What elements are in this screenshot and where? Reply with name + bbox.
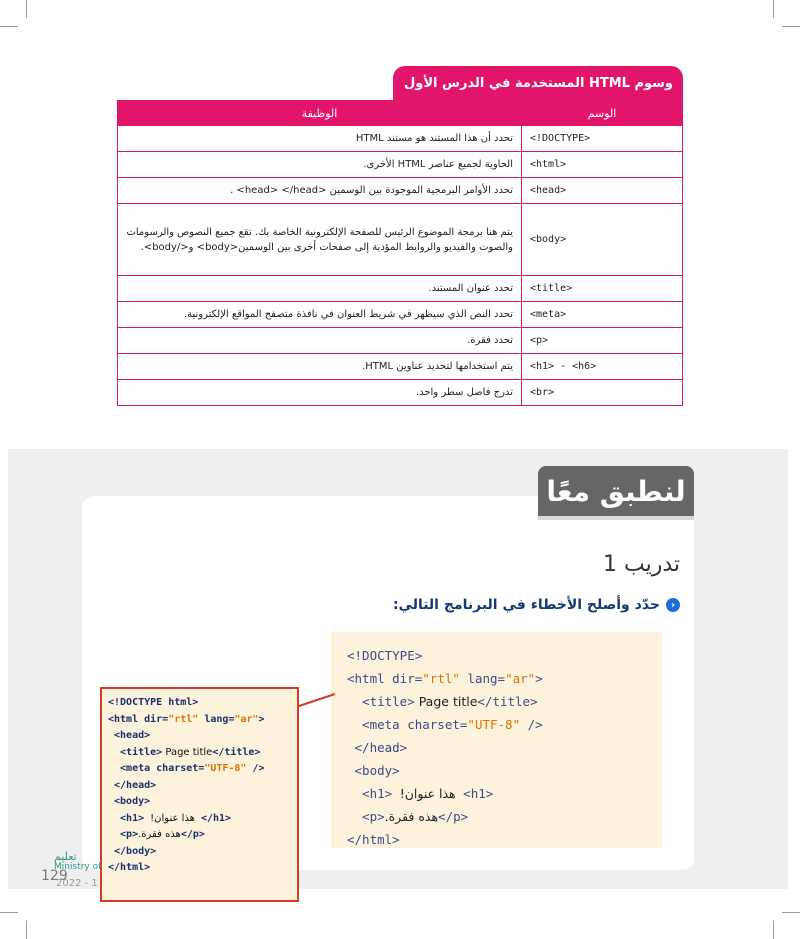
page-number: 129 xyxy=(41,868,68,884)
crop-mark xyxy=(782,912,800,913)
function-cell: يتم استخدامها لتحديد عناوين HTML. xyxy=(118,354,522,380)
code-line: <h1> !هذا عنوان <h1> xyxy=(347,786,494,801)
crop-mark xyxy=(782,26,800,27)
header-function: الوظيفة xyxy=(118,101,522,126)
html-tags-table xyxy=(117,100,683,406)
crop-mark xyxy=(26,921,27,939)
crop-mark xyxy=(0,912,18,913)
function-cell: تحدد فقرة. xyxy=(118,328,522,354)
table-row xyxy=(118,354,683,380)
table-row xyxy=(118,380,683,406)
tag-cell: <html> xyxy=(522,152,683,178)
code-line: <head> xyxy=(108,730,151,741)
chevron-circle-icon: ‹ xyxy=(666,598,680,612)
crop-mark xyxy=(26,0,27,18)
code-line: </body> xyxy=(108,845,157,857)
practice-heading: لنطبق معًا xyxy=(538,466,694,516)
table-row xyxy=(118,302,683,328)
instruction-text: حدّد وأصلح الأخطاء في البرنامج التالي: xyxy=(392,597,660,613)
code-line: <html dir="rtl" lang="ar"> xyxy=(108,713,265,725)
function-cell: تحدد النص الذي سيظهر في شريط العنوان في نافذة متصفح المواقع الإلكترونية. xyxy=(118,302,522,328)
tag-cell: <head> xyxy=(522,178,683,204)
function-cell: يتم هنا برمجة الموضوع الرئيس للصفحة الإلكترونية الخاصة بك. تقع جميع النصوص والرسومات والصوت والفيديو والروابط المؤدية إلى صفحات أخرى بين الوسمين<body> و</body>. xyxy=(118,204,522,276)
table-row xyxy=(118,152,683,178)
tag-cell: <body> xyxy=(522,204,683,276)
tag-cell: <br> xyxy=(522,380,683,406)
tag-cell: <!DOCTYPE> xyxy=(522,126,683,152)
year-label: 2022 - 1 xyxy=(56,878,98,889)
code-line: <body> xyxy=(347,763,400,778)
table-row xyxy=(118,204,683,276)
table-header-row xyxy=(118,101,683,126)
code-block-original xyxy=(331,632,662,848)
code-line: <meta charset="UTF-8" /> xyxy=(108,763,265,774)
header-tag: الوسم xyxy=(522,101,683,126)
code-line: <body> xyxy=(108,796,151,807)
code-line: <meta charset="UTF-8" /> xyxy=(347,717,543,732)
ministry-arabic: تعليم xyxy=(54,850,77,863)
function-cell: الحاوية لجميع عناصر HTML الأخرى. xyxy=(118,152,522,178)
code-line: </html> xyxy=(108,862,151,873)
table-title: وسوم HTML المستخدمة في الدرس الأول xyxy=(404,76,673,91)
code-line: </html> xyxy=(347,832,400,847)
tag-cell: <p> xyxy=(522,328,683,354)
crop-mark xyxy=(773,921,774,939)
code-line: <p>.هذه فقرة</p> xyxy=(347,809,469,824)
table-row xyxy=(118,276,683,302)
code-line: <!DOCTYPE html> xyxy=(108,697,199,708)
code-line: <title> Page title</title> xyxy=(108,746,261,758)
tag-cell: <h1> - <h6> xyxy=(522,354,683,380)
function-cell: تحدد عنوان المستند. xyxy=(118,276,522,302)
instruction xyxy=(393,597,680,613)
crop-mark xyxy=(773,0,774,18)
table-row xyxy=(118,126,683,152)
table-row xyxy=(118,328,683,354)
table-row xyxy=(118,178,683,204)
code-line: <p>.هذه فقرة</p> xyxy=(108,829,205,840)
code-block-fixed xyxy=(100,687,299,902)
tag-cell: <meta> xyxy=(522,302,683,328)
function-cell: تحدد الأوامر البرمجية الموجودة بين الوسمين <head> </head> . xyxy=(118,178,522,204)
code-line: </head> xyxy=(347,740,408,755)
function-cell: تدرج فاصل سطر واحد. xyxy=(118,380,522,406)
exercise-title: تدريب 1 xyxy=(602,552,680,577)
code-line: <h1> !هذا عنوان </h1> xyxy=(108,812,232,824)
code-line: </head> xyxy=(108,779,157,791)
crop-mark xyxy=(0,26,18,27)
tag-cell: <title> xyxy=(522,276,683,302)
code-line: <title> Page title</title> xyxy=(347,694,538,709)
code-line: <!DOCTYPE> xyxy=(347,648,423,663)
code-line: <html dir="rtl" lang="ar"> xyxy=(347,671,543,686)
heading-underline xyxy=(538,516,694,520)
function-cell: تحدد أن هذا المستند هو مستند HTML xyxy=(118,126,522,152)
ministry-text: Ministry of xyxy=(54,862,102,872)
